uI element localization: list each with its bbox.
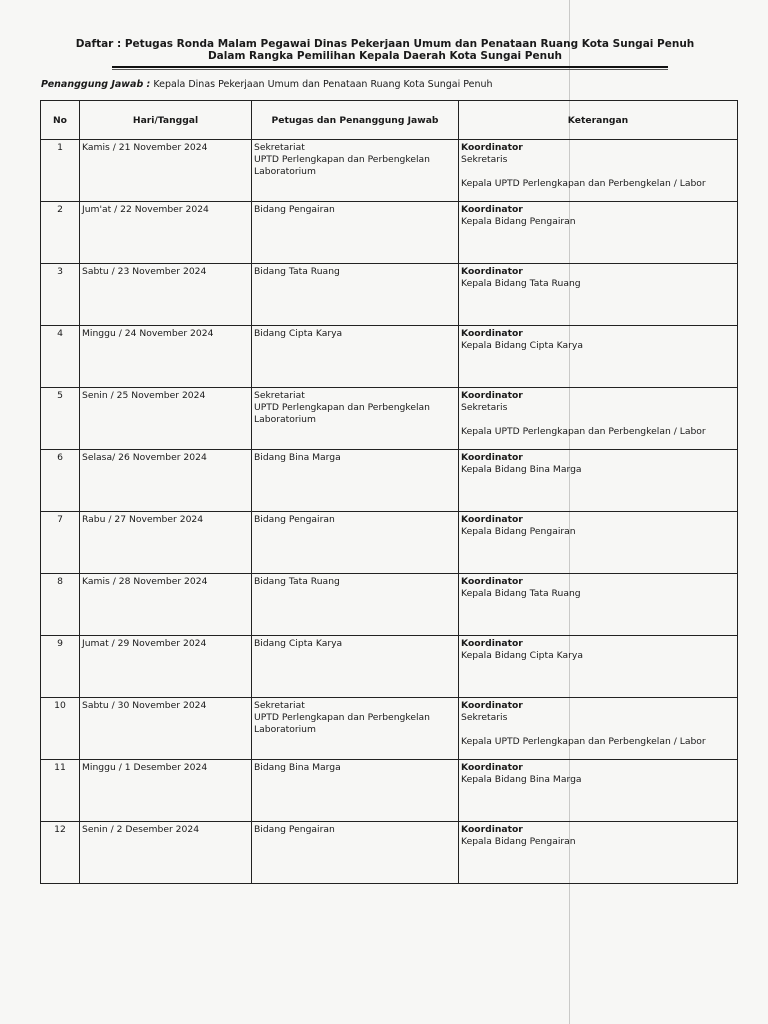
cell-date: Sabtu / 23 November 2024	[80, 264, 252, 326]
cell-no: 10	[41, 698, 80, 760]
koordinator-label: Koordinator	[461, 824, 523, 835]
keterangan-line: Kepala Bidang Pengairan	[461, 526, 576, 537]
koordinator-label: Koordinator	[461, 576, 523, 587]
petugas-line: UPTD Perlengkapan dan Perbengkelan	[254, 154, 431, 165]
cell-no: 4	[41, 326, 80, 388]
keterangan-line: Sekretaris	[461, 712, 508, 723]
cell-date: Minggu / 1 Desember 2024	[80, 760, 252, 822]
keterangan-spacer	[461, 724, 735, 736]
penanggung-jawab-label: Penanggung Jawab :	[41, 79, 151, 90]
table-row	[41, 822, 738, 884]
cell-keterangan	[459, 326, 738, 388]
keterangan-line: Kepala UPTD Perlengkapan dan Perbengkelan / Labor	[461, 736, 706, 747]
title-line-2: Dalam Rangka Pemilihan Kepala Daerah Kota Sungai Penuh	[207, 50, 563, 62]
title-underline	[112, 66, 668, 68]
table-row	[41, 264, 738, 326]
petugas-line: Bidang Pengairan	[254, 514, 335, 525]
keterangan-spacer	[461, 414, 735, 426]
cell-petugas	[252, 574, 459, 636]
keterangan-line: Sekretaris	[461, 402, 508, 413]
cell-keterangan	[459, 140, 738, 202]
cell-date: Jumat / 29 November 2024	[80, 636, 252, 698]
petugas-line: Sekretariat	[254, 142, 305, 153]
cell-date: Kamis / 21 November 2024	[80, 140, 252, 202]
petugas-line: UPTD Perlengkapan dan Perbengkelan	[254, 712, 431, 723]
cell-petugas	[252, 698, 459, 760]
petugas-line: Bidang Pengairan	[254, 204, 335, 215]
koordinator-label: Koordinator	[461, 762, 523, 773]
petugas-line: UPTD Perlengkapan dan Perbengkelan	[254, 402, 431, 413]
koordinator-label: Koordinator	[461, 328, 523, 339]
cell-date: Senin / 2 Desember 2024	[80, 822, 252, 884]
keterangan-line: Kepala Bidang Cipta Karya	[461, 340, 583, 351]
header-petugas: Petugas dan Penanggung Jawab	[252, 101, 459, 140]
keterangan-line: Kepala Bidang Cipta Karya	[461, 650, 583, 661]
cell-keterangan	[459, 574, 738, 636]
petugas-line: Bidang Cipta Karya	[254, 638, 343, 649]
cell-date: Sabtu / 30 November 2024	[80, 698, 252, 760]
cell-date: Kamis / 28 November 2024	[80, 574, 252, 636]
cell-date: Selasa/ 26 November 2024	[80, 450, 252, 512]
header-keterangan: Keterangan	[459, 101, 738, 140]
keterangan-line: Kepala Bidang Pengairan	[461, 216, 576, 227]
cell-date: Jum'at / 22 November 2024	[80, 202, 252, 264]
table-row	[41, 512, 738, 574]
koordinator-label: Koordinator	[461, 390, 523, 401]
title-underline-thin	[112, 69, 668, 70]
table-row	[41, 760, 738, 822]
keterangan-line: Kepala Bidang Pengairan	[461, 836, 576, 847]
table-row	[41, 636, 738, 698]
cell-petugas	[252, 822, 459, 884]
keterangan-line: Kepala Bidang Bina Marga	[461, 464, 582, 475]
cell-no: 2	[41, 202, 80, 264]
koordinator-label: Koordinator	[461, 266, 523, 277]
table-row	[41, 140, 738, 202]
document-title	[60, 38, 710, 62]
penanggung-jawab	[41, 79, 493, 90]
cell-petugas	[252, 388, 459, 450]
cell-petugas	[252, 326, 459, 388]
header-no: No	[41, 101, 80, 140]
cell-petugas	[252, 760, 459, 822]
cell-no: 12	[41, 822, 80, 884]
koordinator-label: Koordinator	[461, 638, 523, 649]
keterangan-line: Kepala Bidang Bina Marga	[461, 774, 582, 785]
keterangan-spacer	[461, 166, 735, 178]
keterangan-line: Kepala Bidang Tata Ruang	[461, 588, 581, 599]
petugas-line: Bidang Tata Ruang	[254, 576, 340, 587]
table-body	[41, 140, 738, 884]
schedule-table	[40, 100, 738, 884]
cell-no: 8	[41, 574, 80, 636]
petugas-line: Bidang Bina Marga	[254, 762, 341, 773]
petugas-line: Sekretariat	[254, 700, 305, 711]
penanggung-jawab-value: Kepala Dinas Pekerjaan Umum dan Penataan Ruang Kota Sungai Penuh	[153, 79, 493, 90]
cell-keterangan	[459, 760, 738, 822]
keterangan-line: Kepala Bidang Tata Ruang	[461, 278, 581, 289]
koordinator-label: Koordinator	[461, 204, 523, 215]
cell-petugas	[252, 450, 459, 512]
petugas-line: Laboratorium	[254, 724, 316, 735]
cell-date: Minggu / 24 November 2024	[80, 326, 252, 388]
title-line-1: Daftar : Petugas Ronda Malam Pegawai Dinas Pekerjaan Umum dan Penataan Ruang Kota Sungai Penuh	[75, 38, 695, 50]
cell-keterangan	[459, 822, 738, 884]
cell-keterangan	[459, 450, 738, 512]
cell-no: 6	[41, 450, 80, 512]
petugas-line: Bidang Tata Ruang	[254, 266, 340, 277]
petugas-line: Bidang Pengairan	[254, 824, 335, 835]
table-row	[41, 450, 738, 512]
cell-petugas	[252, 202, 459, 264]
petugas-line: Bidang Cipta Karya	[254, 328, 343, 339]
koordinator-label: Koordinator	[461, 452, 523, 463]
table-row	[41, 698, 738, 760]
keterangan-line: Sekretaris	[461, 154, 508, 165]
keterangan-line: Kepala UPTD Perlengkapan dan Perbengkelan / Labor	[461, 178, 706, 189]
cell-no: 9	[41, 636, 80, 698]
cell-no: 5	[41, 388, 80, 450]
petugas-line: Bidang Bina Marga	[254, 452, 341, 463]
petugas-line: Sekretariat	[254, 390, 305, 401]
table-row	[41, 388, 738, 450]
cell-date: Rabu / 27 November 2024	[80, 512, 252, 574]
petugas-line: Laboratorium	[254, 166, 316, 177]
koordinator-label: Koordinator	[461, 700, 523, 711]
cell-petugas	[252, 636, 459, 698]
cell-no: 11	[41, 760, 80, 822]
header-date: Hari/Tanggal	[80, 101, 252, 140]
petugas-line: Laboratorium	[254, 414, 316, 425]
cell-no: 1	[41, 140, 80, 202]
table-header-row	[41, 101, 738, 140]
koordinator-label: Koordinator	[461, 514, 523, 525]
cell-petugas	[252, 140, 459, 202]
cell-keterangan	[459, 388, 738, 450]
cell-date: Senin / 25 November 2024	[80, 388, 252, 450]
cell-petugas	[252, 264, 459, 326]
table-row	[41, 326, 738, 388]
cell-keterangan	[459, 202, 738, 264]
cell-petugas	[252, 512, 459, 574]
cell-keterangan	[459, 512, 738, 574]
table-row	[41, 202, 738, 264]
keterangan-line: Kepala UPTD Perlengkapan dan Perbengkelan / Labor	[461, 426, 706, 437]
cell-no: 7	[41, 512, 80, 574]
koordinator-label: Koordinator	[461, 142, 523, 153]
cell-no: 3	[41, 264, 80, 326]
cell-keterangan	[459, 636, 738, 698]
cell-keterangan	[459, 698, 738, 760]
cell-keterangan	[459, 264, 738, 326]
table-row	[41, 574, 738, 636]
